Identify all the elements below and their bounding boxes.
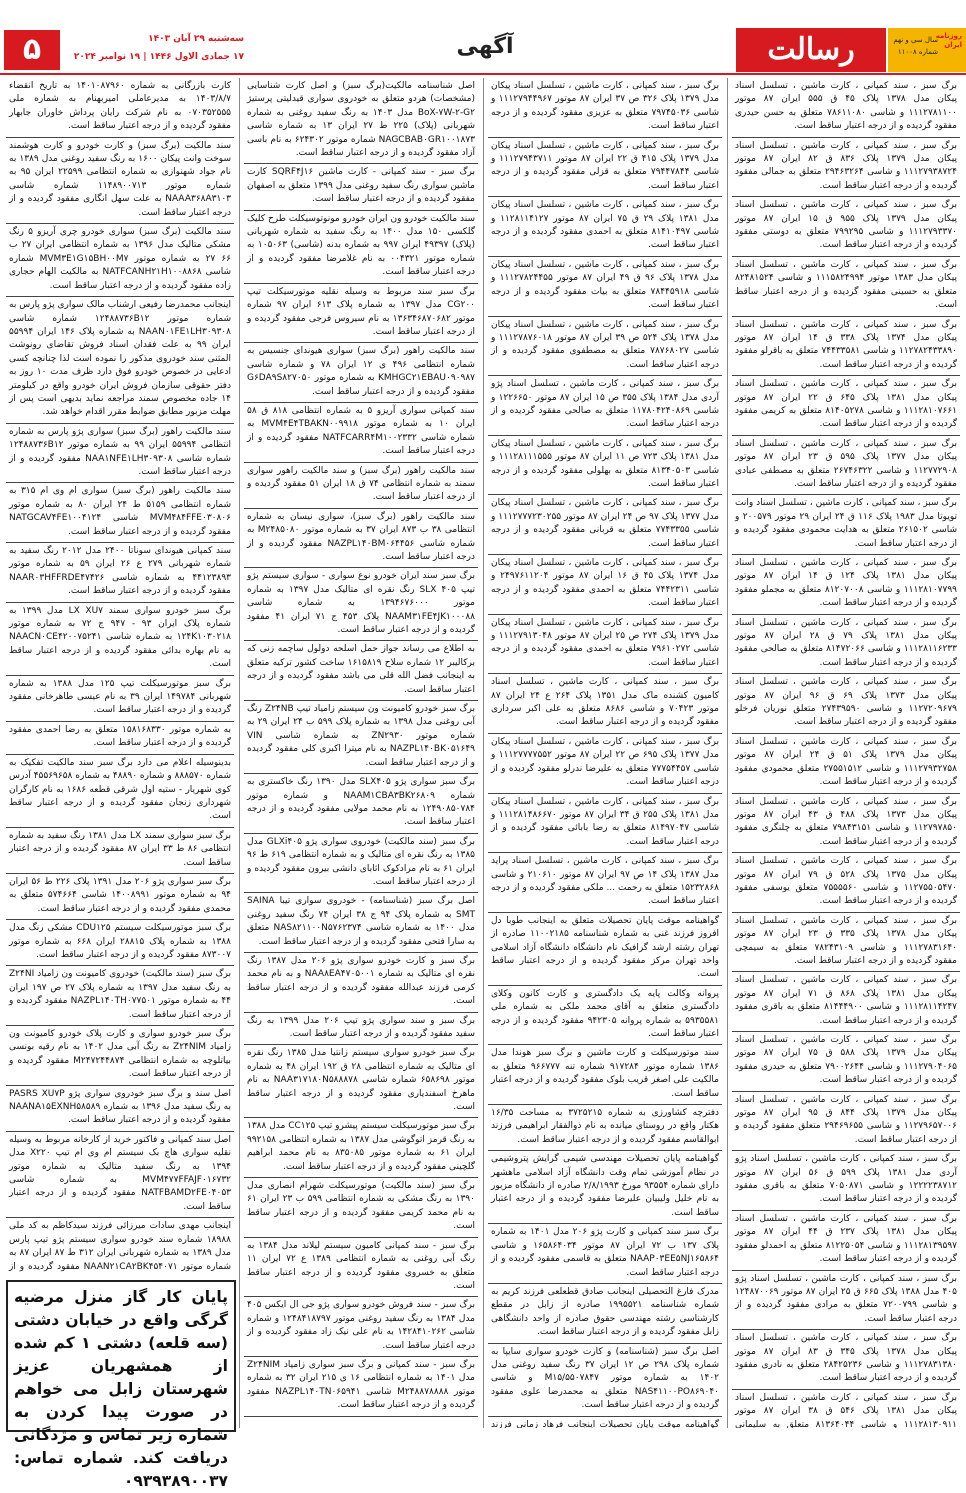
- classified-ad: اصل سند و برگ سبز خودروی سواری پژو PASRS XU۷P به رنگ سفید مدل ۱۳۹۶ به شماره NAANA۱۵EXNH۵۸۵۸۹ مفقود گردیده و از درجه اعتبار ساقط است.: [6, 1086, 234, 1132]
- classified-ad: پروانه وکالت پایه یک دادگستری و کارت کانون وکلای دادگستری متعلق به آقای محمد ملکی به شماره ملی ۵۹۳۵۵۸۱ به شماره پروانه ۹۴۲۳۰۵ مفقود گردیده و از درجه اعتبار ساقط است.: [488, 986, 722, 1046]
- date-line-2: ۱۷ جمادی الاول ۱۴۴۶ | ۱۹ نوامبر ۲۰۲۴: [73, 52, 244, 62]
- date-line-1: سه‌شنبه ۲۹ آبان ۱۴۰۳: [148, 34, 244, 44]
- classified-ad: گواهینامه موقت پایان تحصیلات اینجانب فرهاد زمانی فرزند: [488, 1417, 722, 1428]
- classified-ad: برگ سبز ، سند کمپانی ، کارت ماشین ، تسلسل اسناد پیکان مدل ۱۳۸۱ پلاک ۲۵۵ ق ۳۴ ایران ۸۷ موتور ۱۱۱۲۸۱۴۸۶۶۷۰ و شاسی ۸۱۴۹۷۰۴۷ متعلق به رضا بابائی مفقود گردیده و از درجه اعتبار ساقط است.: [488, 794, 722, 854]
- header-rule: [0, 73, 966, 75]
- classified-ad: برگ سبز ، سند کمپانی ، کارت ماشین ، تسلسل اسناد پیکان مدل ۱۳۷۹ پلاک ۵۱ ق ۲۴ ایران ۸۷ موتور ۱۱۱۲۷۹۳۲۷۵۸ و شاسی ۲۷۵۵۱۵۱۲ متعلق محمودی مفقود گردیده و از درجه اعتبار ساقط است.: [732, 734, 960, 794]
- classified-ad: برگ سبز موتورسیکلت سیستم CDU۱۲۵ مشکی رنگ مدل ۱۳۸۸ به شماره پلاک ۲۸۸۱۵ ایران ۶۶۸ به شماره موتور ۸۷۳۰۰۷ مفقود گردیده و از درجه اعتبار ساقط است.: [6, 920, 234, 966]
- classified-ad: برگ سبز (سند مالکیت) خودروی کامیونت ون زامیاد Z۲۴NI به رنگ سفید مدل ۱۳۹۷ به شماره پلاک ۲۷ ص ۱۹۷ ایران ۴۴ به شماره موتور NAZPL۱۴۰TH۰۷۷۵۰۱ مفقود گردیده و از درجه اعتبار ساقط است.: [6, 966, 234, 1026]
- classified-ad: برگ سبز ، سند کمپانی ، کارت ماشین ، تسلسل اسناد پیکان مدل ۱۳۷۹ پلاک ۲۷۴ ص ۲۵ ایران ۸۷ موتور ۱۱۱۲۷۹۱۳۰۴۸ و شاسی ۷۹۶۱۰۲۷۲ متعلق به احمدی مفقود گردیده و از درجه اعتبار ساقط است.: [488, 615, 722, 675]
- classified-ad: برگ سبز ، سند کمپانی ، کارت ماشین ، تسلسل اسناد پیکان مدل ۱۳۷۴ پلاک ۴۵ ق ۱۶ ایران ۸۷ موتور ۲۴۹۷۶۱۱۲۰۴ و شاسی ۷۴۴۲۳۱۱ متعلق به احمدی مفقود گردیده و از درجه اعتبار ساقط است.: [488, 555, 722, 615]
- brand-label: روزنامه ایران: [935, 32, 962, 49]
- date-block: [64, 30, 244, 70]
- classified-ad: برگ سبز (سند مالکیت) خودروی سواری پژو GLXi۴۰۵ مدل ۱۳۸۵ به رنگ نقره ای متالیک و به شماره انتظامی ۶۱۹ ط ۹۶ ایران ۶۱ به نام مرادکوک اثابای دانشی بیرون مفقود گردیده و از درجه اعتبار ساقط است.: [244, 834, 478, 894]
- classified-ad: برگ سبز سواری پژو ۲۰۶ مدل ۱۳۹۱ پلاک ۲۲۶ ط ۵۶ ایران ۹۴ به شماره موتور ۱۴۰۰۸۹۹۱ شاسی ۵۷۴۶۶۴ متعلق به محمدی مفقود گردیده و از درجه اعتبار ساقط است.: [6, 874, 234, 920]
- classified-ad: برگ سبز ، سند کمپانی ، کارت ماشین ، تسلسل اسناد پژو آردی مدل ۱۳۸۱ پلاک ۵۹۹ ق ۵۶ ایران ۸۷ موتور ۱۲۲۲۲۳۸۷۱۲ و شاسی ۷۰۵۰۸۷۱ متعلق به باقری مفقود گردیده و از درجه اعتبار ساقط است.: [732, 1151, 960, 1211]
- classified-ad: برگ سبز ، سند کمپانی ، کارت ماشین ، تسلسل اسناد پیکان مدل ۱۳۸۱ پلاک ۷۹ ق ۲۸ ایران ۸۷ موتور ۱۱۱۲۸۱۱۶۲۳۳ و شاسی ۸۱۴۷۲۰۶۶ متعلق به صالحی مفقود گردیده و از درجه اعتبار ساقط است.: [732, 615, 960, 675]
- classified-ad: برگ سبز ، سند کمپانی ، کارت ماشین ، تسلسل اسناد پیکان مدل ۱۳۷۹ پلاک ۸۳۶ ق ۸۲ ایران ۸۷ موتور ۱۱۱۲۷۹۳۸۷۲۴ و شاسی ۲۹۴۶۳۲۶۴ متعلق به جمالی مفقود گردیده و از درجه اعتبار ساقط است.: [732, 138, 960, 198]
- classified-ad: برگ سبز سند مربوط به وسیله نقلیه موتورسیکلت تیپ CG۲۰۰ مدل ۱۳۹۷ به شماره پلاک ۶۱۳ ایران ۹۷ شماره موتور ۱۳۶۳۴۶۸۷۰۶۸۲ به نام سیروس فرجی مفقود گردیده و از درجه اعتبار ساقط است.: [244, 284, 478, 344]
- classified-ad: سند مالکیت خودرو ون ایران خودرو مونوتوسیکلت طرح کلیک گلکسی ۱۵۰ مدل ۱۴۰۰ به رنگ سفید به شماره شهربانی (پلاک) ۴۹۳۹۷ ایران ۹۹۷ به شماره بدنه (شاسی) ۱۰۵۰۶۳ به شماره موتور ۰۰۴۳۲۱ به نام غلامرضا مفقود گردیده و از درجه اعتبار ساقط است.: [244, 211, 478, 284]
- notice-body: پایان کار گاز منزل مرضیه گرگی واقع در خیابان دشتی (سه قلعه) دشتی ۱ کم شده از همشهریان عزیز شهرستان زابل می خواهم در صورت پیدا کردن به شماره زیر تماس و مژدگانی دریافت کند. شماره تماس:: [14, 1288, 228, 1467]
- classified-ad: برگ سبز خودرو کامیونت ون سیستم زامیاد تیپ Z۲۴NB رنگ آبی روغنی مدل ۱۳۹۸ به شماره پلاک ۵۹۹ ب ۲۴ ایران ۲۹ به شماره موتور ZN۲۹۳۰ به شماره شاسی VIN NAZPL۱۴۰BK۰۵۱۶۴۹ به نام میترا اکبری کلی مفقود گردیده و از درجه اعتبار ساقط است.: [244, 701, 478, 774]
- classified-ad: سند مالکیت (برگ سبز) سواری خودرو چری آریزو ۵ رنگ مشکی متالیک مدل ۱۳۹۶ به شماره انتظامی ایران ۲۷ ب ۶۶ ۲۷ به شماره موتور MVM۳E۱G۱۵BH۰۰M۷ شماره شاسی NATFCANH۲۱H۱۰۰۸۸۶۸ به مالکیت الهام حجاری زاده مفقود گردیده و از درجه اعتبار ساقط است.: [6, 224, 234, 297]
- page-header: [0, 28, 966, 72]
- classified-ad: برگ سبز ، سند کمپانی ، کارت ماشین ، تسلسل اسناد پیکان مدل ۱۳۷۴ پلاک ۳۳۸ ق ۱۴ ایران ۸۷ موتور ۱۱۲۷۸۲۴۳۳۸۹۰ و شاسی ۷۴۴۳۳۵۸۱ متعلق به باقرلو مفقود گردیده و از درجه اعتبار ساقط است.: [732, 317, 960, 377]
- masthead-badge: [888, 28, 966, 72]
- classified-ad: برگ سبز ، سند کمپانی ، کارت ماشین ، تسلسل اسناد پیکان مدل ۱۳۷۳ پلاک ۶۹ ق ۹۶ ایران ۸۷ موتور ۱۱۲۷۲۰۹۶۷۹ و شاسی ۲۷۴۳۹۵۹۰ متعلق نوریان فرخلو مفقود گردیده و از درجه اعتبار ساقط است.: [732, 674, 960, 734]
- classified-ad: برگ سبز و کارت خودرو سواری پژو ۲۰۶ مدل ۱۳۸۷ رنگ نقره ای متالیک به شماره NAA۸EA۴۷۰۵۰۰۱ و به نام محمد کرمی فرزند عبدالله مفقود گردیده و از درجه اعتبار ساقط است.: [244, 953, 478, 1013]
- classified-ad: برگ سبز موتورسیکلت تیپ ۱۲۵ مدل ۱۳۸۸ به شماره شهربانی ۱۴۹۷۸۴ ایران ۳۹ به نام عیسی طاهرخانی مفقود گردیده و از درجه اعتبار ساقط است.: [6, 676, 234, 722]
- classified-ad: برگ سبز ، سند کمپانی ، کارت ماشین ، تسلسل اسناد پیکان مدل ۱۳۷۸ پلاک ۴۵ ق ۵۵۵ ایران ۸۷ موتور ۱۱۱۲۷۸۱۱۰۰ و شاسی ۷۸۶۱۱۰۸۰ متعلق به حسن حیدری مفقود گردیده و از درجه اعتبار ساقط است.: [732, 78, 960, 138]
- classified-ad: برگ سبز ، سند کمپانی ، کارت ماشین ، تسلسل اسناد پیکان مدل ۱۳۸۱ پلاک ۶۴۵ ق ۲۲ ایران ۸۷ موتور ۱۱۱۲۸۱۰۷۶۶۱ و شاسی ۸۱۴۰۵۲۷۸ متعلق به کریمی مفقود گردیده و از درجه اعتبار ساقط است.: [732, 376, 960, 436]
- classified-ad: برگ سبز ، سند کمپانی ، کارت ماشین ، تسلسل اسناد پیکان مدل ۱۳۷۹ پلاک ۴۱۵ ق ۲۲ ایران ۸۷ موتور ۱۱۱۲۷۹۴۳۷۱۱ و شاسی ۷۹۴۴۷۸۴۴ متعلق به قزلی مفقود گردیده و از درجه اعتبار ساقط است.: [488, 138, 722, 198]
- classified-ad: برگ سبز سواری سمند LX مدل ۱۳۸۱ رنگ سفید به شماره انتظامی ۸۶ ط ۳۳ ایران ۸۷ مفقود گردیده و از درجه اعتبار ساقط است.: [6, 828, 234, 874]
- classified-ad: برگ سبز (سند مالکیت) موتورسیکلت شهرام انصاری مدل ۱۳۹۰ به رنگ مشکی به شماره انتظامی ۵۹۹ ب ۲۳ ایران ۶۱ به نام محمد کریمی مفقود گردیده و از درجه اعتبار ساقط است.: [244, 1178, 478, 1238]
- classified-ad: برگ سبز ، سند کمپانی ، کارت ماشین ، تسلسل اسناد پیکان مدل ۱۳۷۵ پلاک ۵۲۸ ق ۷۹ ایران ۸۷ موتور ۱۱۲۷۵۵۰۵۴۷۰ و شاسی ۷۵۵۵۵۶۰ متعلق یوسفی مفقود گردیده و از درجه اعتبار ساقط است.: [732, 853, 960, 913]
- classified-ad: برگ سبز ، سند کمپانی ، کارت ماشین ، تسلسل اسناد پیکان مدل ۱۳۷۷ پلاک ۹۷ ص ۲۴ ایران ۸۷ موتور ۱۱۱۲۷۷۷۲۳۰۲۵۵ و شاسی ۷۷۴۳۳۵۵ متعلق به قربانی مفقود گردیده و از درجه اعتبار ساقط است.: [488, 495, 722, 555]
- column-3: [244, 78, 478, 1428]
- classified-ad: سند کمپانی هیوندای سوناتا ۲۴۰۰ مدل ۲۰۱۲ رنگ سفید به شماره شهربانی ۲۷۹ ع ۲۶ ایران ۵۹ به شماره موتور ۴۴۱۲۳۸۹۳ به شماره شاسی NAAR۰۳HFFRDE۴۷۴۲۶ مفقود گردیده و از درجه اعتبار ساقط است.: [6, 543, 234, 603]
- issue-info: [890, 34, 938, 58]
- classified-ad: برگ سبز ، سند کمپانی ، کارت ماشین ، تسلسل اسناد پراید مدل ۱۳۸۷ پلاک ۱۴ ص ۹۷ ایران ۸۷ موتور ۲۱۰۶۱۰ و شاسی ۱۵۲۳۲۸۶۸ متعلق به رحمت ... ملکی مفقود گردیده و از درجه اعتبار ساقط است.: [488, 853, 722, 913]
- classified-ad: برگ سبز ، سند کمپانی ، کارت ماشین ، تسلسل اسناد پیکان مدل ۱۳۷۷ پلاک ۵۹۵ ق ۲۳ ایران ۸۷ موتور ۱۱۲۷۷۲۹۰۸ و شاسی ۲۶۷۴۶۳۲۲ متعلق به مصطفی عبادی مفقود گردیده و از درجه اعتبار ساقط است.: [732, 436, 960, 496]
- classified-ad: برگ سبز ، سند کمپانی ، کارت ماشین ، تسلسل اسناد پیکان مدل ۱۳۷۸ پلاک ۵۲۴ ص ۳۹ ایران ۸۷ موتور ۱۱۱۲۷۸۷۶۰۱۸ و شاسی ۷۸۷۶۸۰۲۷ متعلق به مصطفوی مفقود گردیده و از درجه اعتبار ساقط است.: [488, 317, 722, 377]
- newspaper-logo: رسالت: [736, 28, 886, 72]
- classified-ad: برگ سبز خودرو سواری سیستم زانتیا مدل ۱۳۸۵ رنگ نقره ای متالیک به شماره انتظامی ۲۸ ق ۱۹۲ ایران ۴۸ به شماره موتور ۶۵۸۶۹۸ شماره شاسی NAA۳۱۷۱۸۰N۵۸۸۸۷۸ به نام ماهرخ اسفندیاری مفقود گردیده و از درجه اعتبار ساقط است.: [244, 1045, 478, 1118]
- classified-ad: اصل برگ سبز (شناسنامه) - خودروی سواری تیبا SAINA SMT به شماره پلاک ۹۴ ج ۳۸ ایران ۷۴ رنگ سفید روغنی مدل ۱۴۰۰ به شماره شاسی NAS۸۲۱۱۰۰N۵۷۶۲۳۷۴ متعلق به سارا فتحی مفقود گردیده و از درجه اعتبار ساقط است.: [244, 893, 478, 953]
- column-divider: [727, 78, 728, 1428]
- classified-ad: برگ سبز ، سند کمپانی ، کارت ماشین ، تسلسل اسناد کامیون کشنده ماک مدل ۱۳۵۱ پلاک ۲۶۴ ع ۲۴ ایران ۸۷ موتور ۷۰۴۲۳ و شاسی ۸۶۸۶ متعلق به علی اکبر سرداری مفقود گردیده و از درجه اعتبار ساقط است.: [488, 674, 722, 734]
- classified-ad: گواهینامه پایان تحصیلات مهندسی شیمی گرایش پتروشیمی در نظام آموزشی تمام وقت دانشگاه آزاد اسلامی ماهشهر دارای شماره ۹۳۵۵۴ مورخ ۲/۸/۱۹۹۳ صادره از دانشگاه مزبور به نام خلیل ولیبیان علیرضا مفقود گردیده و از درجه اعتبار ساقط است.: [488, 1151, 722, 1224]
- classified-ad: برگ سبز ، سند کمپانی ، کارت ماشین ، تسلسل اسناد پیکان مدل ۱۳۷۷ پلاک ۶۹۵ ص ۲۲ ایران ۸۷ موتور ۱۱۱۲۷۷۷۷۵۵۲ و شاسی ۷۷۷۵۴۴۵۷ متعلق به علیرضا ندرلو مفقود گردیده و از درجه اعتبار ساقط است.: [488, 734, 722, 794]
- column-divider: [483, 78, 484, 1428]
- page-number: ۵: [4, 30, 60, 70]
- classified-ad: برگ سبز خودرو سواری و کارت پلاک خودرو کامیونت ون زامیاد Z۲۴NIM به رنگ آبی مدل ۱۴۰۲ به نام رقیه بونسی بیاتلوچه به شماره انتظامی M۲۴۷۲۴۴۸۷۴ مفقود گردیده و از درجه اعتبار ساقط است.: [6, 1026, 234, 1086]
- column-2: [488, 78, 722, 1428]
- classified-ad: برگ سبز موتورسیکلت سیستم پیشرو تیپ CC۱۲۵ مدل ۱۳۸۸ به رنگ قرمز اتوگوشی مدل ۱۳۸۷ به شماره انتظامی ۹۹۲۱۵۸ ایران ۶۱ به شماره موتور ۸۳۵۰۸۵ به نام محمد ابراهیم گلچینی مفقود گردیده و از درجه اعتبار ساقط است.: [244, 1118, 478, 1178]
- classified-ad: برگ سبز ، سند کمپانی ، کارت ماشین ، تسلسل اسناد پیکان مدل ۱۳۷۸ پلاک ۹۶ ق ۴۹ ایران ۸۷ موتور ۱۱۱۲۷۸۲۴۴۵۵ و شاسی ۷۸۴۴۵۹۱۸ متعلق به بیات مفقود گردیده و از درجه اعتبار ساقط است.: [488, 257, 722, 317]
- classified-ad: سند مالکیت (برگ سبز) و کارت خودرو و کارت هوشمند سوخت وانت پیکان ۱۶۰۰ به رنگ سفید روغنی مدل ۱۳۸۹ به نام جواد شهنوازی به شماره انتظامی ۲۲۵۹۹ ایران ۹۵ به شماره موتور ۱۱۴۸۹۰۰۷۱۳ شماره شاسی NAAA۳۶۸A۳۱۰۳ به علت سهل انگاری مفقود گردیده و از درجه اعتبار ساقط است.: [6, 138, 234, 224]
- classified-ad: به شماره موتور ۱۵۸۱۶۸۳۳۰ متعلق به رضا احمدی مفقود گردیده و از درجه اعتبار ساقط است.: [6, 722, 234, 755]
- classified-ad: برگ سبز - سند فروش خودرو سواری پژو جی ال ایکس ۴۰۵ مدل ۱۳۸۴ به رنگ سفید روغنی موتور ۱۲۴۸۴۱۸۷۹۷ و شماره شاسی ۱۴۲۸۴۱۰۲۶۲ به نام علی نیک زاد مفقود گردیده و از درجه اعتبار ساقط است.: [244, 1297, 478, 1357]
- classified-ad: برگ سبز ، سند کمپانی ، کارت ماشین ، تسلسل اسناد پیکان مدل ۱۳۷۹ پلاک ۸۴۴ ق ۹۵ ایران ۸۷ موتور ۱۱۲۷۹۶۵۷۰۰۶ و شاسی ۲۹۴۶۹۶۵۵ متعلق مفقود گردیده و از درجه اعتبار ساقط است.: [732, 1092, 960, 1152]
- column-4: [6, 78, 234, 1274]
- classified-ad: اینجانب محمدرضا رفیعی ارشناب مالک سواری پژو پارس به شماره موتور ۱۲۴۸۸۷۳۶B۱۲ شماره شاسی NAAN۰۱FE۱LH۳۰۹۳۰۸ به شماره پلاک ۱۴۶ ایران ۵۵۹۹۴ ایران ۹۹ به علت فقدان اسناد فروش تقاضای رونوشت المثنی سند خودروی مذکور را نموده است لذا چنانچه کسی ادعایی در خصوص خودرو فوق دارد ظرف مدت ۱۰ روز به دفتر حقوقی سازمان فروش ایران خودرو واقع در کیلومتر ۱۴ جاده مخصوص سمند مراجعه نماید بدیهی است پس از مهلت مزبور مطابق ضوابط مقرر اقدام خواهد شد.: [6, 297, 234, 424]
- classified-ad: مدرک فارغ التحصیلی اینجانب صادق قطعلعی فرزند کریم به شماره شناسنامه ۱۹۹۵۵۲۱ صادره از زابل در مقطع کارشناسی رشته مهندسی حقوق صادره از واحد دانشگاهی زابل مفقود گردیده و از درجه اعتبار ساقط است.: [488, 1284, 722, 1344]
- classified-ad: سند مالکیت راهور (برگ سبز) سواری پژو پارس به شماره انتظامی ۵۵۹۹۴ ایران ۹۹ به شماره موتور ۱۲۴۸۸۷۳۶B۱۲ شماره شاسی NAA۱NFE۱LH۳۰۹۳۰۸ مفقود گردیده و از درجه اعتبار ساقط است.: [6, 424, 234, 484]
- issue-label: شماره ۱۱۰۰۸: [897, 48, 938, 56]
- classified-ad: برگ سبز سواری پژو SLX۴۰۵ مدل ۱۳۹۰ رنگ خاکستری به شماره NAAM۱CBA۳BK۲۶۸۰۹ و شماره موتور ۱۲۴۹۰۸۵۰۷۸۴ به نام محمد مولایی مفقود گردیده و از درجه اعتبار ساقط است.: [244, 774, 478, 834]
- classified-ad: برگ سبز ، سند کمپانی ، کارت ماشین ، تسلسل اسناد پیکان مدل ۱۳۷۹ پلاک ۳۲۶ ص ۳۷ ایران ۸۷ موتور ۱۱۱۲۷۹۴۴۹۶۷ و شاسی ۷۹۷۴۵۰۳۶ متعلق به عزیزی مفقود گردیده و از درجه اعتبار ساقط است.: [488, 78, 722, 138]
- classified-ad: اصل شناسنامه مالکیت(برگ سبز) و اصل کارت شناسایی (مشخصات) هردو متعلق به خودروی سواری قیدلیتی پرستیژ BoX-۷W-۲-G۲ مدل ۱۴۰۳ به رنگ سفید روغنی به شماره شهربانی (پلاک) ۲۲۵ ط ۲۷ ایران ۱۳ به شماره شاسی NAGCBAB۰GR۱۰۰۱۸۷۳ شماره موتور ۶۲۴۳۰۲ به نام باسی آزاد مفقود گردیده و از درجه اعتبار ساقط است.: [244, 78, 478, 164]
- notice-phone: ۰۹۳۹۳۸۹۰۰۳۷: [123, 1472, 228, 1490]
- classified-ad: سند مالکیت راهور (برگ سبز) سواری هیوندای جنسیس به شماره انتظامی ۴۹۶ ی ۱۲ ایران ۷۸ و شماره شاسی KMHGC۲۱EBAU۰۹۰۹۸۷ به شماره موتور G۶DA۹S۸۲۷۰۵۰ مفقود گردیده و از درجه اعتبار ساقط است.: [244, 343, 478, 403]
- classified-ad: سند موتورسیکلت و کارت ماشین و برگ سبز هوندا مدل ۱۳۸۶ شماره موتور ۹۱۷۲۸۴ شماره تنه ۹۶۶۷۷۷ متعلق به مالکیت علی اصغر قریب بلوک مفقود گردیده و از درجه اعتبار ساقط است.: [488, 1045, 722, 1105]
- classified-ad: دفترچه کشاورزی به شماره ۳۷۲۵۲۱۵ به مساحت ۱۶/۳۵ هکتار واقع در روستای میانده به نام ذوالفقار ابراهیمی فرزند ابوالقاسم مفقود گردیده و از درجه اعتبار ساقط است.: [488, 1105, 722, 1151]
- column-divider: [239, 78, 240, 1428]
- classified-ad: برگ سبز ، سند کمپانی ، کارت ماشین ، تسلسل اسناد پیکان مدل ۱۳۸۱ پلاک ۲۳۷ ق ۴۴ ایران ۸۷ موتور ۱۱۱۲۸۱۳۹۵۹۷ و شاسی ۸۱۲۲۵۰۵۴ متعلق به احمدلو مفقود گردیده و از درجه اعتبار ساقط است.: [732, 1211, 960, 1271]
- boxed-notice: [6, 1280, 236, 1490]
- classified-ad: بدینوسیله اعلام می دارد برگ سبز سند مالکیت تفکیک به شماره ۸۸۸۵۷۰ و شماره ۴۸۸۹۰ به شماره ۴۵۵۶۹۶۵۸ آدرس کوی شهریار - ستیه اول شرقی قطعه ۱۶۸۶ به نام کارگران شهرداری زنجان مفقود گردیده و از درجه اعتبار ساقط است.: [6, 755, 234, 828]
- classified-ad: سند کمپانی سواری آریزو ۵ به شماره انتظامی ۸۱۸ ق ۵۸ ایران ۱۰ به شماره موتور MVM۴E۴TBAKN۰۰۹۹۱۸ به شماره شاسی NATFCARR۴M۱۰۰۲۳۳۲ مفقود گردیده و از درجه اعتبار ساقط است.: [244, 403, 478, 463]
- classified-ad: برگ سبز - سند کمپانی - کارت ماشین SQRF۴J۱۶ کارت ماشین سواری رنگ سفید روغنی مدل ۱۳۹۹ متعلق به اصفهان مفقود گردیده و از درجه اعتبار ساقط است.: [244, 164, 478, 210]
- classified-ad: برگ سبز ، سند کمپانی ، کارت ماشین ، تسلسل اسناد پیکان مدل ۱۳۸۱ پلاک ۸۶۸ ق ۷۱ ایران ۸۷ موتور ۱۱۱۲۸۱۱۴۲۴۷ و شاسی ۸۱۴۴۴۹۰۰ متعلق به باقری مفقود گردیده و از درجه اعتبار ساقط است.: [732, 972, 960, 1032]
- classified-ad: برگ سبز ، سند کمپانی ، کارت ماشین ، تسلسل اسناد پیکان مدل ۱۳۸۱ پلاک ۵۴۶ ق ۳۸ ایران ۸۷ موتور ۱۱۱۲۸۱۳۰۹۱۱ و شاسی ۸۱۳۶۴۰۴۴ متعلق به سلیمانی: [732, 1390, 960, 1428]
- column-1: [732, 78, 960, 1428]
- classified-ad: برگ سبز ، سند کمپانی ، کارت ماشین ، تسلسل اسناد پیکان مدل ۱۳۸۱ پلاک ۲۹ ق ۷۵ ایران ۸۷ موتور ۱۱۲۸۱۱۴۱۲۷ و شاسی ۸۱۴۱۰۴۹۷ متعلق به احمدی مفقود گردیده و از درجه اعتبار ساقط است.: [488, 197, 722, 257]
- classified-ad: برگ سبز ، سند کمپانی ، کارت ماشین ، تسلسل اسناد پیکان مدل ۱۳۸۳ موتور ۱۱۱۵۸۲۴۹۹۴ و شاسی ۸۲۴۸۱۵۲۴ متعلق به حسینی مفقود گردیده و از درجه اعتبار ساقط است.: [732, 257, 960, 317]
- classified-ad: برگ سبز - سند کمپانی کامیون سیستم لیلاند مدل ۱۳۸۴ به رنگ آبی روغنی به شماره انتظامی ۱۳۸۹ ع ۷۲ ایران ۱۱ متعلق به خسروی مفقود گردیده و از درجه اعتبار ساقط است.: [244, 1238, 478, 1298]
- classified-ad: برگ سبز ، سند کمپانی ، کارت ماشین ، تسلسل اسناد پژو ۴۰۵ مدل ۱۳۸۸ پلاک ۶۶۵ ق ۲۵ ایران ۸۷ موتور ۱۲۴۸۷۰۰۶۹ و شاسی ۷۲۰۰۷۹۹ متعلق به مرادی مفقود گردیده و از درجه اعتبار ساقط است.: [732, 1271, 960, 1331]
- classified-ad: برگ سبز ، سند کمپانی ، کارت ماشین ، تسلسل اسناد پیکان مدل ۱۳۷۹ پلاک ۵۸۸ ق ۷۵ ایران ۸۷ موتور ۱۱۱۲۷۹۰۴۰۶۵ و شاسی ۷۹۰۰۲۶۴۴ متعلق به حیدری مفقود گردیده و از درجه اعتبار ساقط است.: [732, 1032, 960, 1092]
- classified-ad: اصل سند کمپانی و فاکتور خرید از کارخانه مربوط به وسیله نقلیه سواری هاچ بک سیستم ام وی ام تیپ X۲۲۰ مدل ۱۳۹۴ به رنگ سفید متالیک به شماره موتور MVM۴۷۷FFAJF۰۱۶۷۳۲ به شماره شاسی NATFBAMD۲FE۰۴۰۵۳ مفقود گردیده و از درجه اعتبار ساقط است.: [6, 1132, 234, 1218]
- classified-ad: گواهینامه موقت پایان تحصیلات متعلق به اینجانب طوبا دل افروز فرزند غنی به شماره شناسنامه ۱۱۰۰۲۱۸۵ صادره از تهران رشته ارشد گرافیک نام دانشگاه دانشگاه آزاد اسلامی واحد تهران مرکز مفقود گردیده و از درجه اعتبار ساقط است.: [488, 913, 722, 986]
- classified-ad: کارت بازرگانی به شماره ۱۴۰۱۰۸۷۹۶۰ به تاریخ انقضاء ۱۴۰۳/۸/۷ به مدیرعاملی امیربهنام به شماره ملی ۰۷۰۳۵۲۵۵۵ به نام شرکت رایان پرداش خاوران جابهار مفقود گردیده و از درجه اعتبار ساقط است.: [6, 78, 234, 138]
- classified-ad: سند مالکیت راهور (برگ سبز)، سواری نیسان به شماره انتظامی ۳۸ ب ۸۷۳ ایران ۳۷ به شماره موتور M۲۴۸۵۰۸۰ به شماره شاسی NAZPL۱۴۰BM۰۶۴۴۵۶ مفقود گردیده و از درجه اعتبار ساقط است.: [244, 509, 478, 569]
- classified-ad: سند مالکیت راهور (برگ سبز) و سند مالکیت راهور سواری سمند به شماره انتظامی ۷۴ ق ۱۸ ایران ۵۱ مفقود گردیده و از درجه اعتبار ساقط است.: [244, 463, 478, 509]
- classified-ad: برگ سبز ، سند کمپانی ، کارت ماشین ، تسلسل اسناد پیکان مدل ۱۳۷۳ پلاک ۴۸۸ ق ۴۳ ایران ۸۷ موتور ۱۱۲۷۹۷۸۵۰ و شاسی ۷۹۸۴۳۱۵۱ متعلق به چلنگری مفقود گردیده و از درجه اعتبار ساقط است.: [732, 794, 960, 854]
- classified-ad: برگ سبز ، سند کمپانی ، کارت ماشین ، تسلسل اسناد پیکان مدل ۱۳۷۹ پلاک ۹۵۵ ق ۱۵ ایران ۸۷ موتور ۱۱۱۲۷۹۳۳۷۰ و شاسی ۷۹۹۲۹۵ متعلق به دوستی مفقود گردیده و از درجه اعتبار ساقط است.: [732, 197, 960, 257]
- classified-ad: برگ سبز و سند سواری پژو تیپ ۲۰۶ مدل ۱۳۹۹ به رنگ سفید مفقود گردیده و از درجه اعتبار ساقط است.: [244, 1013, 478, 1046]
- notice-text: [14, 1286, 228, 1493]
- classified-ad: برگ سبز ، سند کمپانی ، کارت ماشین ، تسلسل اسناد پژو آردی مدل ۱۳۸۴ پلاک ۳۵۵ ص ۱۵ ایران ۸۷ موتور ۱۲۲۶۶۵۰ و شاسی ۱۱۷۸۰۴۲۴۰۸۶۹ متعلق به صالحی مفقود گردیده و از درجه اعتبار ساقط است.: [488, 376, 722, 436]
- section-title: آگهی: [456, 34, 514, 59]
- classified-ad: برگ سبز ، سند کمپانی ، کارت ماشین ، تسلسل اسناد پیکان مدل ۱۳۸۱ پلاک ۷۲۳ ص ۱۱ ایران ۸۷ موتور ۱۱۱۲۸۱۱۱۵۵۵ و شاسی ۸۱۳۴۰۵۰۳ متعلق به بهلولی مفقود گردیده و از درجه اعتبار ساقط است.: [488, 436, 722, 496]
- classified-ad: برگ سبز سند کمپانی و کارت پژو ۲۰۶ مدل ۱۴۰۱ به شماره پلاک ۱۳۷ ب ۷۲ ایران ۸۷ موتور ۱۶۵۸۶۴۰۳۴ و شاسی NAAP۰۳EE۵NJ۱۶۵۸۶۴ متعلق به قاسمی مفقود گردیده و از درجه اعتبار ساقط است.: [488, 1224, 722, 1284]
- classified-ad: اصل برگ سبز (شناسنامه) و کارت خودرو سواری سایپا به شماره پلاک ۲۹۸ ص ۱۲ ایران ۳۷ رنگ سفید روغنی مدل ۱۴۰۲ به شماره موتور M۱۵/۵۵۰۷۸۴۷ و شاسی NAS۴۱۱۰۰PO۸۶۹۰۴۰ متعلق به محمدرضا علوی مفقود گردیده و از درجه اعتبار ساقط است.: [488, 1344, 722, 1417]
- classified-ad: برگ سبز ، سند کمپانی ، کارت ماشین ، تسلسل اسناد وانت تویوتا مدل ۱۹۸۳ پلاک ۱۱۶ ق ۲۴ ایران ۲۹ موتور ۲۰۰۵۷۹ و شاسی ۲۶۱۵۰۲ متعلق به هدایت محمودی مفقود گردیده و از درجه اعتبار ساقط است.: [732, 495, 960, 555]
- classified-ad: اینجانب مهدی سادات میرزائی فرزند سیدکاظم به کد ملی ۱۸۹۸۸ شماره سند خودرو سواری سیستم پژو تیپ پارس مدل ۱۳۸۹ به شماره شهربانی ایران ۳۱۲ ط ۸۷ ایران ۸۷ به شماره موتور NAAN۲۱CA۲BK۴۵۴۰۷۱ مفقود گردیده و از: [6, 1218, 234, 1274]
- classified-ad: برگ سبز ، سند کمپانی ، کارت ماشین ، تسلسل اسناد پیکان مدل ۱۳۷۸ پلاک ۳۳۵ ق ۲۳ ایران ۸۷ موتور ۱۱۱۲۷۸۳۱۶۴۰ و شاسی ۷۸۲۴۳۱۰۹ متعلق به سیمچی مفقود گردیده و از درجه اعتبار ساقط است.: [732, 913, 960, 973]
- classified-ad: سند مالکیت راهور (برگ سبز) سواری ام وی ام ۳۱۵ به شماره انتظامی ۵۱۵۹ ط ۲۴ ایران ۸۰ به شماره موتور MVM۴۸۴FFE۰۳۰۸۰۶ شاسی NATGCAV۴FE۱۰۰۴۱۲۴ مفقود گردیده و از درجه اعتبار ساقط است.: [6, 483, 234, 543]
- year-label: سال سی و نهم: [893, 36, 938, 44]
- classified-ad: برگ سبز ، سند کمپانی ، کارت ماشین ، تسلسل اسناد پیکان مدل ۱۳۸۱ پلاک ۱۲۴ ق ۱۴ ایران ۸۷ موتور ۱۱۱۲۸۱۰۷۷۹۹ و شاسی ۸۱۲۰۷۰۰۸ متعلق به مجملو مفقود گردیده و از درجه اعتبار ساقط است.: [732, 555, 960, 615]
- classified-ad: برگ سبز خودرو سواری سمند LX XU۷ مدل ۱۳۹۹ به شماره پلاک ایران ۹۳ - ۹۴۷ ج ۷۲ به شماره موتور ۱۲۴K۱۰۳۰۲۱۸ به شماره شاسی NAACN۰CE۴۲۰۰۷۵۲۴۱ به نام بهاره بدائی مفقود گردیده و از درجه اعتبار ساقط است.: [6, 603, 234, 676]
- classified-ad: برگ سبز سند ایران خودرو نوع سواری - سواری سیستم پژو تیپ SLX ۴۰۵ رنگ نقره ای متالیک مدل ۱۳۹۷ به شماره موتور ۱۳۹۴۶۷۶۰۰۰ به شماره شاسی NAAM۳۱FE۴JK۱۰۰۰۸۸ پلاک ۴۵۳ ج ۷۱ ایران ۴۱ مفقود گردیده و از درجه اعتبار ساقط است.: [244, 568, 478, 641]
- classified-ad: برگ سبز ، سند کمپانی ، کارت ماشین ، تسلسل اسناد پیکان مدل ۱۳۷۸ پلاک ۳۴۵ ق ۸۳ ایران ۸۷ موتور ۱۱۱۲۷۸۳۱۳۸۰ و شاسی ۲۸۴۲۵۲۳۶ متعلق به نادری مفقود گردیده و از درجه اعتبار ساقط است.: [732, 1330, 960, 1390]
- classified-ad: برگ سبز - سند کمپانی و برگ سبز سواری زامیاد Z۲۴NIM مدل ۱۴۰۱ به شماره انتظامی ۱۶ ی ۲۱۵ ایران ۳۲ به شماره موتور M۲۴۸۸۷۸۸۸۸ شاسی NAZPL۱۴۰TN۰۶۵۹۴۱ مفقود گردیده و از درجه اعتبار ساقط است.: [244, 1357, 478, 1417]
- classified-ad: به اطلاع می رساند جواز حمل اسلحه دولول ساچمه زنی که برکالیبر ۱۲ شماره سلاح ۱۶۱۵۸۱۹ ساخت کشور ترکیه متعلق به اینجانب فضل الله قلی می باشد مفقود گردیده و از درجه اعتبار ساقط است.: [244, 641, 478, 701]
